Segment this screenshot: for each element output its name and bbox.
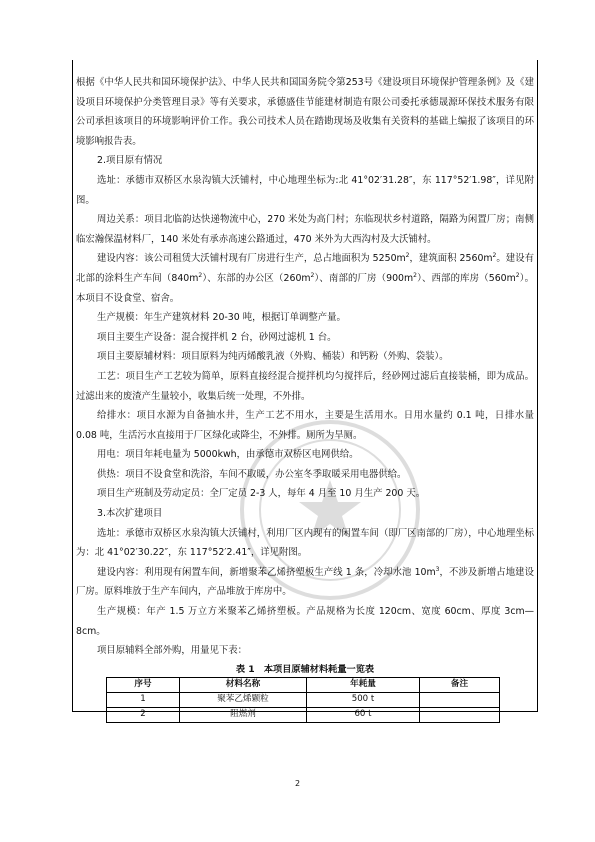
table-cell: 500 t [307,692,420,707]
power-paragraph: 用电：项目年耗电量为 5000kwh，由承德市双桥区电网供给。 [97,449,359,461]
materials-paragraph: 项目主要原辅材料：项目原料为纯丙烯酸乳液（外购、桶装）和钙粉（外购、袋装）。 [97,351,449,363]
surroundings-paragraph: 周边关系：项目北临韵达快递物流中心，270 米处为高门村；东临现状乡村道路，隔路为闲置厂房；南侧临宏瀚保温材料厂，140 米处有承赤高速公路通过，470 米外为大西沟村及大沃铺村。 [76,214,534,245]
table-cell: 2 [107,707,180,722]
table-cell: 聚苯乙烯颗粒 [180,692,307,707]
staffing-paragraph: 项目生产班制及劳动定员：全厂定员 2-3 人，每年 4 月至 10 月生产 200 天。 [97,488,426,500]
table-header-cell: 备注 [420,677,500,692]
table-header-cell: 序号 [107,677,180,692]
section-heading-original: 2.项目原有情况 [97,155,163,167]
scale-paragraph: 生产规模：年生产建筑材料 20-30 吨，根据订单调整产量。 [97,312,346,324]
table-caption: 表 1 本项目原辅材料耗量一览表 [235,663,375,675]
heating-paragraph: 供热：项目不设食堂和洗浴，车间不取暖，办公室冬季取暖采用电器供给。 [97,468,407,480]
equipment-paragraph: 项目主要生产设备：混合搅拌机 2 台，砂网过滤机 1 台。 [97,331,337,343]
table-cell: 60 t [307,707,420,722]
table-cell [420,692,500,707]
table-cell [420,707,500,722]
intro-paragraph: 根据《中华人民共和国环境保护法》、中华人民共和国国务院令第253号《建设项目环境保护管理条例》及《建设项目环境保护分类管理目录》等有关要求，承德盛佳节能建材制造有限公司委托承德晟源环保技术服务有限公司承担该项目的环境影响评价工作。我公司技术人员在踏勘现场及收集有关资料的基础上编报了该项目的环境影响报告表。 [76,77,534,147]
new-construction-paragraph: 建设内容：利用现有闲置车间，新增聚苯乙烯挤塑板生产线 1 条，冷却水池 $10m^3$，不涉及新增占地建设厂房。原料堆放于生产车间内，产品堆放于库房中。 [76,565,534,598]
table-row [107,692,500,707]
document-body [76,73,534,723]
page-number: 2 [294,779,301,788]
site-paragraph: 选址：承德市双桥区水泉沟镇大沃铺村，中心地理坐标为:北 41°02′31.28″，东 117°52′1.98″，详见附图。 [76,174,534,206]
materials-table [106,677,500,723]
table-header-cell: 材料名称 [180,677,307,692]
table-row [107,707,500,722]
section-heading-expansion: 3.本次扩建项目 [97,508,163,520]
process-paragraph: 工艺：项目生产工艺较为简单，原料直接经混合搅拌机均匀搅拌后，经砂网过滤后直接装桶，即为成品。过滤出来的废渣产生量较小，收集后统一处理，不外排。 [76,370,534,402]
table-header-row [107,677,500,692]
construction-paragraph: 建设内容：该公司租赁大沃铺村现有厂房进行生产，总占地面积为 $5250m^2$，建筑面积 $2560m^2$。建设有北部的涂料生产车间$(840m^2)$、东部的办公区$(260m^2)$、南部的厂房$(900m^2)$、西部的库房$(560m^2)$。本项目不设食堂、宿舍。 [76,252,534,304]
table-cell: 1 [107,692,180,707]
new-scale-paragraph: 生产规模：年产 1.5 万立方米聚苯乙烯挤塑板。产品规格为长度 120cm、宽度 60cm、厚度 3cm—8cm。 [76,606,534,637]
table-cell: 阻燃剂 [180,707,307,722]
table-intro-paragraph: 项目原辅料全部外购，用量见下表： [97,645,248,657]
water-paragraph: 给排水：项目水源为自备抽水井，生产工艺不用水，主要是生活用水。日用水量约 0.1 吨，日排水量 0.08 吨，生活污水直接用于厂区绿化或降尘，不外排。厕所为旱厕。 [76,410,534,441]
new-site-paragraph: 选址：承德市双桥区水泉沟镇大沃铺村，利用厂区内现有的闲置车间（即厂区南部的厂房），中心地理坐标为：北 41°02′30.22″，东 117°52′2.41″，详见附图。 [76,527,534,559]
table-header-cell: 年耗量 [307,677,420,692]
